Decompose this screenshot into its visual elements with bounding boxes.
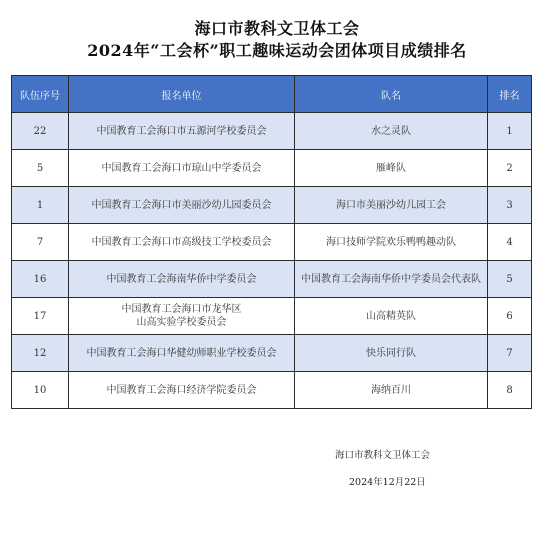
table-row [12, 224, 532, 261]
cell-unit: 中国教育工会海口华健幼师职业学校委员会 [69, 335, 295, 372]
cell-seq: 7 [12, 224, 69, 261]
cell-team: 海口市美丽沙幼儿园工会 [295, 187, 488, 224]
cell-seq: 5 [12, 150, 69, 187]
cell-rank: 5 [488, 261, 532, 298]
header-team-name: 队名 [295, 76, 488, 113]
table-row [12, 150, 532, 187]
document-title [0, 18, 554, 62]
cell-seq: 17 [12, 298, 69, 335]
table-row [12, 187, 532, 224]
header-team-number: 队伍序号 [12, 76, 69, 113]
cell-unit: 中国教育工会海口市琼山中学委员会 [69, 150, 295, 187]
footer-date: 2024年12月22日 [349, 477, 426, 488]
cell-seq: 10 [12, 372, 69, 409]
cell-team: 雁峰队 [295, 150, 488, 187]
cell-unit: 中国教育工会海口市龙华区 山高实验学校委员会 [69, 298, 295, 335]
table-row [12, 372, 532, 409]
table-row [12, 261, 532, 298]
cell-rank: 8 [488, 372, 532, 409]
table-row [12, 298, 532, 335]
cell-rank: 4 [488, 224, 532, 261]
table-row [12, 113, 532, 150]
cell-seq: 22 [12, 113, 69, 150]
cell-unit: 中国教育工会海口经济学院委员会 [69, 372, 295, 409]
cell-unit: 中国教育工会海口市五源河学校委员会 [69, 113, 295, 150]
footer-organization: 海口市教科文卫体工会 [335, 450, 431, 461]
cell-unit: 中国教育工会海南华侨中学委员会 [69, 261, 295, 298]
cell-team: 海纳百川 [295, 372, 488, 409]
cell-team: 水之灵队 [295, 113, 488, 150]
cell-unit: 中国教育工会海口市美丽沙幼儿园委员会 [69, 187, 295, 224]
header-rank: 排名 [488, 76, 532, 113]
cell-seq: 16 [12, 261, 69, 298]
cell-team: 快乐同行队 [295, 335, 488, 372]
cell-rank: 6 [488, 298, 532, 335]
title-line-1: 海口市教科文卫体工会 [194, 19, 360, 38]
cell-team: 山高精英队 [295, 298, 488, 335]
cell-team: 中国教育工会海南华侨中学委员会代表队 [295, 261, 488, 298]
cell-rank: 1 [488, 113, 532, 150]
title-line-2: 2024年“工会杯”职工趣味运动会团体项目成绩排名 [87, 41, 467, 60]
cell-rank: 2 [488, 150, 532, 187]
cell-team: 海口技师学院欢乐鸭鸭趣动队 [295, 224, 488, 261]
cell-rank: 3 [488, 187, 532, 224]
header-registration-unit: 报名单位 [69, 76, 295, 113]
cell-unit: 中国教育工会海口市高级技工学校委员会 [69, 224, 295, 261]
table-header-row [12, 76, 532, 113]
cell-seq: 1 [12, 187, 69, 224]
cell-rank: 7 [488, 335, 532, 372]
table-row [12, 335, 532, 372]
ranking-table [11, 75, 532, 409]
cell-seq: 12 [12, 335, 69, 372]
